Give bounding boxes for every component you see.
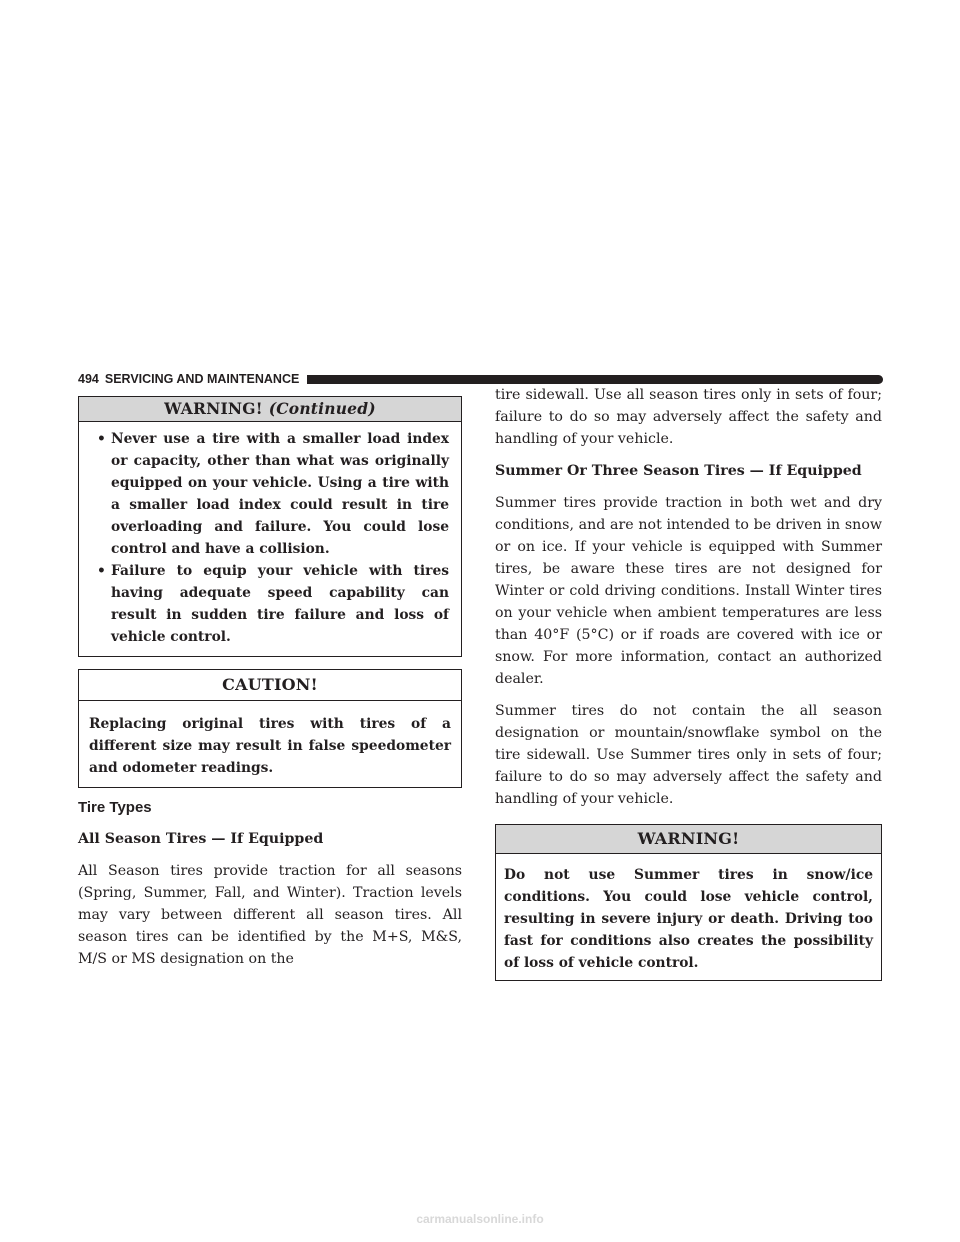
warning-bullet-item [91, 428, 449, 560]
warning-bullet-item [91, 560, 449, 648]
section-title: SERVICING AND MAINTENANCE [104, 372, 300, 386]
caution-box [78, 669, 462, 788]
warning-continued-body [79, 422, 461, 656]
left-column [78, 396, 462, 970]
warning-box [495, 824, 882, 981]
warning-bullet-text: Never use a tire with a smaller load index or capacity, other than what was originally equipped on your vehicle. Using a tire with a smaller load index could result in tire overloading and failure. You could lose control and have a collision. [111, 431, 449, 557]
watermark: carmanualsonline.info [416, 1212, 544, 1226]
warning-continued-header [79, 397, 461, 422]
header-rule [307, 375, 883, 384]
caution-header: CAUTION! [79, 670, 461, 701]
page-number: 494 [78, 372, 99, 386]
warning-text: Do not use Summer tires in snow/ice conditions. You could lose vehicle control, resulting in severe injury or death. Driving too fast for conditions also creates the possibility of loss of vehicle control. [504, 867, 873, 971]
summer-paragraph-2: Summer tires do not contain the all season designation or mountain/snowflake symbol on the tire sidewall. Use Summer tires only in sets of four; failure to do so may adversely affect the safety and handling of your vehicle. [495, 703, 882, 807]
bullet-icon: • [97, 563, 106, 579]
caution-text: Replacing original tires with tires of a different size may result in false speedometer and odometer readings. [89, 716, 451, 776]
warning-title: WARNING! [164, 399, 263, 418]
warning-bullet-text: Failure to equip your vehicle with tires having adequate speed capability can result in sudden tire failure and loss of vehicle control. [111, 563, 449, 645]
bullet-icon: • [97, 431, 106, 447]
right-column [495, 384, 882, 981]
summer-heading: Summer Or Three Season Tires — If Equipped [495, 463, 862, 479]
all-season-paragraph: All Season tires provide traction for all seasons (Spring, Summer, Fall, and Winter). Traction levels may vary between different all season tires. All season tires can be identified by the M+S, M&S, M/S or MS designation on the [78, 863, 462, 967]
all-season-paragraph-continued: tire sidewall. Use all season tires only in sets of four; failure to do so may adversely affect the safety and handling of your vehicle. [495, 387, 882, 447]
all-season-heading: All Season Tires — If Equipped [78, 831, 324, 847]
warning-header: WARNING! [496, 825, 881, 854]
warning-continued-box [78, 396, 462, 657]
summer-paragraph-1: Summer tires provide traction in both wet and dry conditions, and are not intended to be driven in snow or on ice. If your vehicle is equipped with Summer tires, be aware these tires are not designed for Winter or cold driving conditions. Install Winter tires on your vehicle when ambient temperatures are less than 40°F (5°C) or if roads are covered with ice or snow. For more information, contact an authorized dealer. [495, 495, 882, 687]
continued-label: (Continued) [268, 399, 376, 418]
tire-types-heading: Tire Types [78, 799, 152, 816]
warning-bullet-list [91, 428, 449, 648]
